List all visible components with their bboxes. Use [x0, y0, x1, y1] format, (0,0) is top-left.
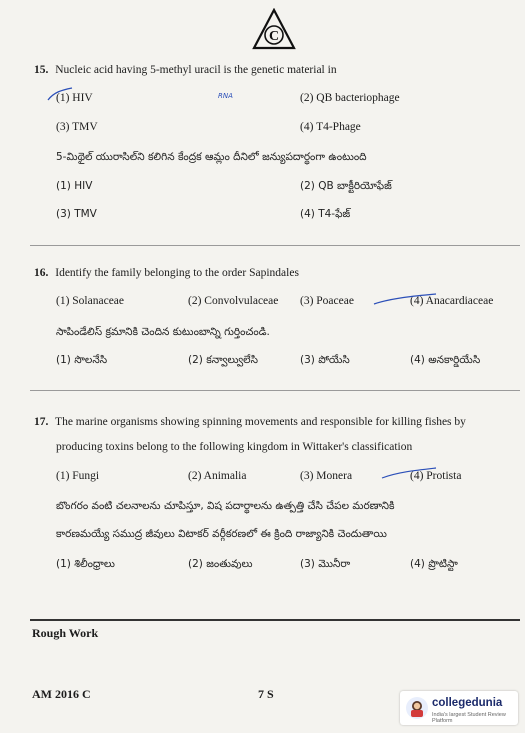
- question-divider: [30, 390, 520, 391]
- page-number: 7 S: [258, 687, 274, 701]
- q16-option-4[interactable]: (4) Anacardiaceae: [410, 295, 494, 307]
- question-15: [34, 62, 337, 78]
- q16-telugu-option-3[interactable]: (3) పోయేసి: [300, 354, 350, 366]
- question-text: Identify the family belonging to the order Sapindales: [55, 267, 299, 279]
- q17-telugu-option-1[interactable]: (1) శిలీంధ్రాలు: [56, 558, 115, 570]
- q16-option-1[interactable]: (1) Solanaceae: [56, 295, 125, 307]
- brand-tagline: India's largest Student Review Platform: [432, 712, 506, 724]
- question-text-line-2: producing toxins belong to the following kingdom in Wittaker's classification: [56, 441, 413, 453]
- question-number: 15.: [34, 64, 49, 76]
- pen-note-rna: RNA: [218, 92, 233, 100]
- q16-option-2[interactable]: (2) Convolvulaceae: [188, 295, 279, 307]
- q17-telugu-line-1: బొంగరం వంటి చలనాలను చూపిస్తూ, విష పదార్థాలను ఉత్పత్తి చేసి చేపల మరణానికి: [56, 500, 395, 512]
- brand-logo-icon: [406, 697, 428, 719]
- question-divider: [30, 245, 520, 246]
- pen-tick-mark: [46, 86, 76, 108]
- rough-work-label: Rough Work: [32, 626, 99, 640]
- q17-telugu-option-4[interactable]: (4) ప్రొటిస్టా: [410, 558, 458, 570]
- q17-option-1[interactable]: (1) Fungi: [56, 470, 100, 482]
- question-number: 17.: [34, 416, 49, 428]
- booklet-code-letter: C: [268, 29, 280, 44]
- pen-strike-mark: [378, 466, 440, 482]
- q16-telugu-option-2[interactable]: (2) కన్వాల్వులేసి: [188, 354, 258, 366]
- q15-option-2[interactable]: (2) QB bacteriophage: [300, 92, 400, 104]
- q15-option-4[interactable]: (4) T4-Phage: [300, 121, 361, 133]
- rough-work-divider: [30, 619, 520, 621]
- q16-telugu-option-4[interactable]: (4) అనకార్డియేసి: [410, 354, 481, 366]
- q17-telugu-option-2[interactable]: (2) జంతువులు: [188, 558, 253, 570]
- q17-option-3[interactable]: (3) Monera: [300, 470, 353, 482]
- watermark-badge[interactable]: [400, 691, 518, 725]
- exam-code: AM 2016 C: [32, 687, 91, 701]
- question-text-line-1: The marine organisms showing spinning movements and responsible for killing fishes by: [55, 416, 466, 428]
- q15-option-3[interactable]: (3) TMV: [56, 121, 98, 133]
- q15-option-1[interactable]: (1) HIV: [56, 92, 93, 104]
- question-number: 16.: [34, 267, 49, 279]
- q17-telugu-option-3[interactable]: (3) మొనీరా: [300, 558, 351, 570]
- q15-telugu-option-4[interactable]: (4) T4-ఫేజ్: [300, 208, 351, 220]
- q17-option-4[interactable]: (4) Protista: [410, 470, 462, 482]
- question-17: [34, 414, 466, 430]
- q17-telugu-line-2: కారణమయ్యే సముద్ర జీవులు విటాకర్ వర్గీకరణలో ఈ క్రింది రాజ్యానికి చెందుతాయి: [56, 528, 387, 540]
- q15-telugu-option-1[interactable]: (1) HIV: [56, 180, 93, 192]
- q16-telugu-option-1[interactable]: (1) సొలనేసి: [56, 354, 108, 366]
- question-text: Nucleic acid having 5-methyl uracil is the genetic material in: [55, 64, 337, 76]
- q15-telugu-text: 5-మిథైల్ యురాసిల్‌ని కలిగిన కేంద్రక ఆమ్లం దీనిలో జన్యుపదార్థంగా ఉంటుంది: [56, 151, 367, 163]
- brand-name: collegedunia: [432, 697, 503, 709]
- q15-telugu-option-3[interactable]: (3) TMV: [56, 208, 97, 220]
- pen-strike-mark: [370, 292, 440, 308]
- q16-option-3[interactable]: (3) Poaceae: [300, 295, 354, 307]
- question-16: [34, 265, 299, 281]
- booklet-code-triangle: [252, 8, 296, 50]
- q16-telugu-text: సాపిండేలిస్ క్రమానికి చెందిన కుటుంబాన్ని గుర్తించండి.: [56, 326, 270, 338]
- q15-telugu-option-2[interactable]: (2) QB బాక్టీరియోఫేజ్: [300, 180, 392, 192]
- q17-option-2[interactable]: (2) Animalia: [188, 470, 247, 482]
